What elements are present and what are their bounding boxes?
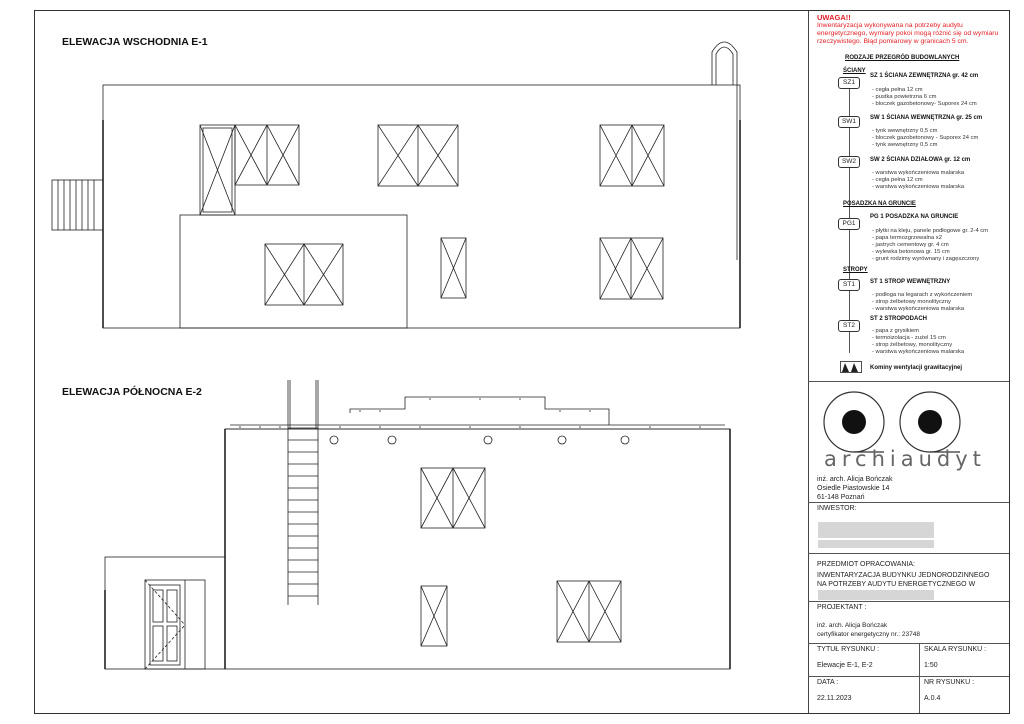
layer-item: - cegła pełna 12 cm	[872, 87, 923, 93]
wall-sw1-layers	[872, 128, 978, 149]
wall-sw2-layers	[872, 170, 964, 191]
layer-item: - tynk wewnętrzny 0,5 cm	[872, 142, 938, 148]
date-label: DATA :	[817, 679, 839, 686]
layer-item: - warstwa wykończeniowa malarska	[872, 306, 965, 312]
tag-st1: ST1	[838, 279, 860, 291]
investor-redacted	[818, 522, 934, 538]
subject-text: INWENTARYZACJA BUDYNKU JEDNORODZINNEGO NA POTRZEBY AUDYTU ENERGETYCZNEGO W	[817, 572, 990, 588]
legend-ceiling-heading: STROPY	[843, 267, 868, 273]
divider	[808, 553, 1009, 554]
layer-item: - pustka powietrzna 6 cm	[872, 94, 937, 100]
ceiling-st1-layers	[872, 292, 972, 313]
layer-item: - warstwa wykończeniowa malarska	[872, 170, 965, 176]
scale-label: SKALA RYSUNKU :	[924, 646, 987, 653]
company-info	[817, 475, 892, 502]
elevation-north-title: ELEWACJA PÓŁNOCNA E-2	[62, 386, 202, 398]
tag-pg1: PG1	[838, 218, 860, 230]
investor-redacted	[818, 540, 934, 548]
legend-floor-heading: POSADZKA NA GRUNCIE	[843, 201, 916, 207]
layer-item: - strop żelbetowy monolityczny	[872, 299, 951, 305]
elevation-east-title: ELEWACJA WSCHODNIA E-1	[62, 36, 208, 48]
subject-label: PRZEDMIOT OPRACOWANIA:	[817, 561, 916, 568]
layer-item: - podłoga na legarach z wykończeniem	[872, 292, 973, 298]
tag-st2: ST2	[838, 320, 860, 332]
warning-title: UWAGA!!	[817, 13, 851, 22]
company-address-2: 61-148 Poznań	[817, 494, 865, 501]
designer-name: inż. arch. Alicja Bończak	[817, 622, 888, 629]
wall-sw2-name: SW 2 ŚCIANA DZIAŁOWA gr. 12 cm	[870, 157, 971, 163]
drawing-title-label: TYTUŁ RYSUNKU :	[817, 646, 880, 653]
chimney-icon	[840, 361, 862, 373]
company-address-1: Osiedle Piastowskie 14	[817, 485, 890, 492]
layer-item: - termoizolacja - zużel 15 cm	[872, 335, 946, 341]
layer-item: - bloczek gazobetonowy- Suporex 24 cm	[872, 101, 977, 107]
floor-pg1-name: PG 1 POSADZKA NA GRUNCIE	[870, 214, 959, 220]
warning-text: Inwentaryzacja wykonywana na potrzeby audytu energetycznego, wymiary pokoi mogą różnić się od wymiaru rzeczywistego. Błąd pomiarowy w granicach 5 cm.	[817, 22, 999, 45]
layer-item: - jastrych cementowy gr. 4 cm	[872, 242, 949, 248]
ceiling-st1-name: ST 1 STROP WEWNĘTRZNY	[870, 279, 951, 285]
layer-item: - grunt rodzimy wyrównany i zagęszczony	[872, 256, 980, 262]
layer-item: - warstwa wykończeniowa malarska	[872, 349, 965, 355]
layer-item: - tynk wewnętrzny 0,5 cm	[872, 128, 938, 134]
drawing-number-label: NR RYSUNKU :	[924, 679, 975, 686]
layer-item: - papa z grysikiem	[872, 328, 920, 334]
address-redacted	[818, 590, 934, 600]
divider	[808, 381, 1009, 382]
tag-sw1: SW1	[838, 116, 860, 128]
layer-item: - papa termozgrzewalna x2	[872, 235, 942, 241]
warning-box	[817, 13, 1002, 46]
investor-label: INWESTOR:	[817, 505, 857, 512]
chimney-label: Kominy wentylacji grawitacyjnej	[870, 365, 963, 371]
divider	[808, 502, 1009, 503]
ceiling-st2-name: ST 2 STROPODACH	[870, 316, 928, 322]
layer-item: - warstwa wykończeniowa malarska	[872, 184, 965, 190]
designer-label: PROJEKTANT :	[817, 604, 867, 611]
tag-sz1: SZ1	[838, 77, 860, 89]
date-value: 22.11.2023	[817, 695, 852, 702]
legend-title: RODZAJE PRZEGRÓD BUDOWLANYCH	[845, 55, 960, 61]
divider	[808, 643, 1009, 644]
divider	[919, 643, 920, 713]
wall-sz1-name: SZ 1 ŚCIANA ZEWNĘTRZNA gr. 42 cm	[870, 73, 979, 79]
logo-text: archiaudyt	[824, 447, 986, 471]
divider	[808, 676, 1009, 677]
layer-item: - cegła pełna 12 cm	[872, 177, 923, 183]
layer-item: - płytki na kleju, panele podłogowe gr. 2-4 cm	[872, 228, 989, 234]
layer-item: - wylewka betonowa gr. 15 cm	[872, 249, 950, 255]
layer-item: - strop żelbetowy, monolityczny	[872, 342, 953, 348]
scale-value: 1:50	[924, 662, 938, 669]
divider	[808, 601, 1009, 602]
drawing-title: Elewacje E-1, E-2	[817, 662, 873, 669]
legend-walls-heading: ŚCIANY	[843, 68, 866, 74]
drawing-number: A.0.4	[924, 695, 941, 702]
wall-sz1-layers	[872, 87, 977, 108]
wall-sw1-name: SW 1 ŚCIANA WEWNĘTRZNA gr. 25 cm	[870, 115, 983, 121]
layer-item: - bloczek gazobetonowy - Suporex 24 cm	[872, 135, 979, 141]
company-author: inż. arch. Alicja Bończak	[817, 476, 893, 483]
tag-sw2: SW2	[838, 156, 860, 168]
floor-pg1-layers	[872, 228, 988, 263]
ceiling-st2-layers	[872, 328, 964, 356]
designer-cert: certyfikator energetyczny nr.: 23748	[817, 631, 920, 638]
